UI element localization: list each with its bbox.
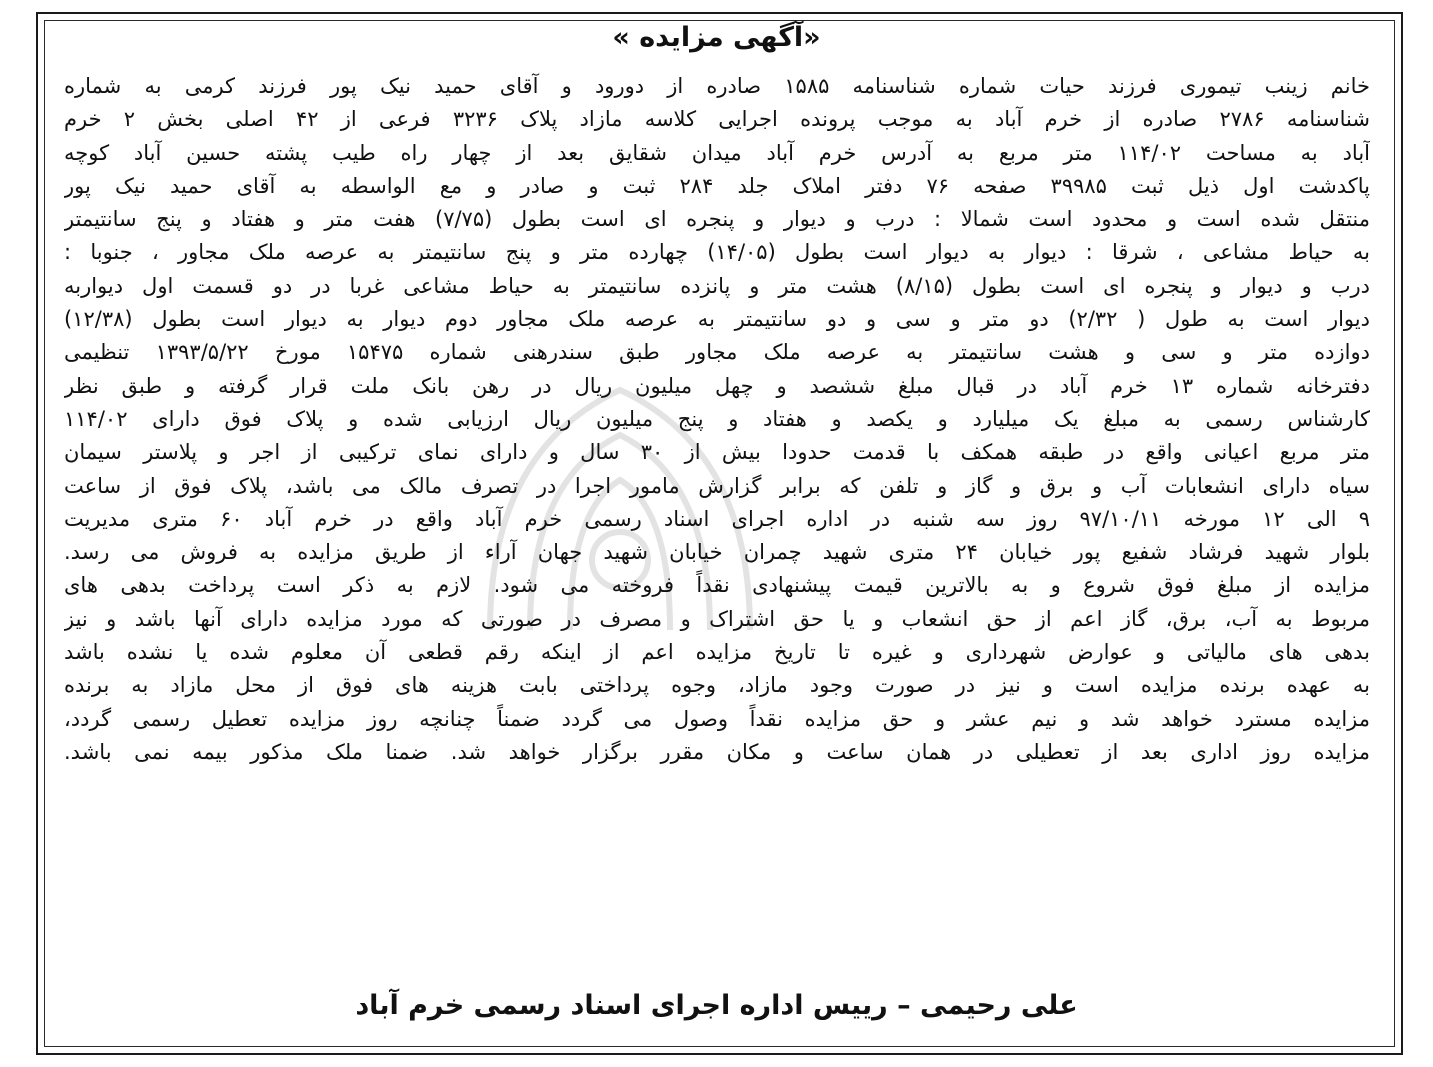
body-line: منتقل شده است و محدود است شمالا : درب و دیوار و پنجره ای است بطول (۷/۷۵) هفت متر و هفتاد و پنج سانتیمتر (64, 207, 1370, 232)
body-line: مزایده روز اداری بعد از تعطیلی در همان ساعت و مکان مقرر برگزار خواهد شد. ضمنا ملک مذکور بیمه نمی باشد. (64, 739, 1370, 764)
notice-body (64, 70, 1370, 769)
body-line: ۹ الی ۱۲ مورخه ۹۷/۱۰/۱۱ روز سه شنبه در اداره اجرای اسناد رسمی خرم آباد واقع در خرم آباد ۶۰ متری مدیریت (64, 506, 1370, 531)
body-line: مزایده از مبلغ فوق شروع و به بالاترین قیمت پیشنهادی نقداً فروخته می شود. لازم به ذکر است پرداخت بدهی های (64, 573, 1370, 598)
body-line: آباد به مساحت ۱۱۴/۰۲ متر مربع به آدرس خرم آباد میدان شقایق بعد از چهار راه طیب پشته حسین آباد کوچه (64, 140, 1370, 165)
body-line: شناسنامه ۲۷۸۶ صادره از خرم آباد به موجب پرونده اجرایی کلاسه مازاد پلاک ۳۲۳۶ فرعی از ۴۲ اصلی بخش ۲ خرم (64, 107, 1370, 132)
body-line: دوازده متر و سی و هشت سانتیمتر به عرصه ملک مجاور طبق سندرهنی شماره ۱۵۴۷۵ مورخ ۱۳۹۳/۵/۲۲ تنظیمی (64, 340, 1370, 365)
body-line: مربوط به آب، برق، گاز اعم از حق انشعاب و یا حق اشتراک و مصرف در صورتی که مورد مزایده دارای آنها باشد و نیز (64, 606, 1370, 631)
body-line: سیاه دارای انشعابات آب و برق و گاز و تلفن که برابر گزارش مامور اجرا در تصرف مالک می باشد، پلاک فوق از ساعت (64, 473, 1370, 498)
body-line: به حیاط مشاعی ، شرقا : دیوار به دیوار است بطول (۱۴/۰۵) چهارده متر و پنج سانتیمتر به عرصه ملک مجاور ، جنوبا : (64, 240, 1370, 265)
body-line: دیوار است به طول ( ۲/۳۲) دو متر و سی و دو سانتیمتر به عرصه ملک مجاور دوم دیوار به دیوار است بطول (۱۲/۳۸) (64, 307, 1370, 332)
body-line: به عهده برنده مزایده است و نیز در صورت وجود مازاد، وجوه پرداختی بابت هزینه های فوق از محل مازاد به برنده (64, 673, 1370, 698)
body-line: درب و دیوار و پنجره ای است بطول (۸/۱۵) هشت متر و پانزده سانتیمتر به حیاط مشاعی غربا در دو قسمت اول دیواربه (64, 273, 1370, 298)
notice-title: «آگهی مزایده » (612, 22, 821, 53)
body-line: بلوار شهید فرشاد شفیع پور خیابان ۲۴ متری شهید چمران خیابان شهید جهان آراء از طریق مزایده به فروش می رسد. (64, 540, 1370, 565)
body-line: مزایده مسترد خواهد شد و نیم عشر و حق مزایده نقداً وصول می گردد ضمناً چنانچه روز مزایده تعطیل رسمی گردد، (64, 706, 1370, 731)
body-line: کارشناس رسمی به مبلغ یک میلیارد و یکصد و هفتاد و پنج میلیون ریال ارزیابی شده و پلاک فوق دارای ۱۱۴/۰۲ (64, 406, 1370, 431)
body-line: متر مربع اعیانی واقع در طبقه همکف با قدمت حدودا بیش از ۳۰ سال و دارای نمای ترکیبی از اجر و پلاستر سیمان (64, 440, 1370, 465)
body-line: بدهی های مالیاتی و عوارض شهرداری و غیره تا تاریخ مزایده اعم از اینکه رقم قطعی آن معلوم شده یا نشده باشد (64, 640, 1370, 665)
body-line: دفترخانه شماره ۱۳ خرم آباد در قبال مبلغ ششصد و چهل میلیون ریال در رهن بانک ملت قرار گرفته و طبق نظر (64, 373, 1370, 398)
signature: علی رحیمی – رییس اداره اجرای اسناد رسمی خرم آباد (355, 990, 1078, 1021)
body-line: خانم زینب تیموری فرزند حیات شماره شناسنامه ۱۵۸۵ صادره از دورود و آقای حمید نیک پور فرزند کرمی به شماره (64, 74, 1370, 98)
body-line: پاکدشت اول ذیل ثبت ۳۹۹۸۵ صفحه ۷۶ دفتر املاک جلد ۲۸۴ ثبت و صادر و مع الواسطه به آقای حمید نیک پور (64, 173, 1370, 198)
